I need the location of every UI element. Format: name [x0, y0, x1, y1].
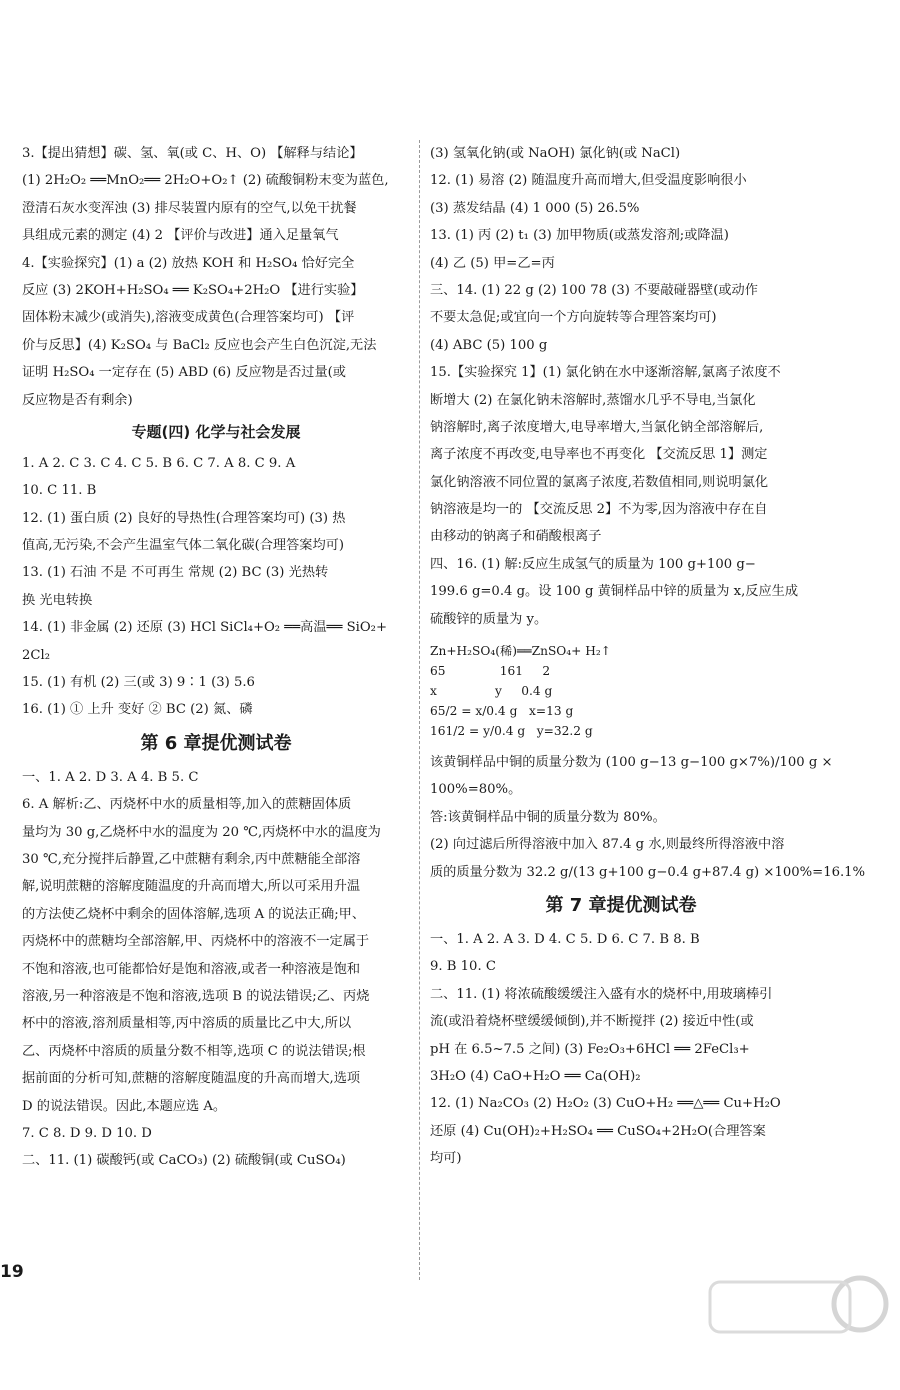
text-line: (4) ABC (5) 100 g	[430, 337, 548, 353]
text-line: 三、14. (1) 22 g (2) 100 78 (3) 不要敲碰器壁(或动作	[430, 282, 758, 298]
text-line: 溶液,另一种溶液是不饱和溶液,选项 B 的说法错误;乙、丙烧	[22, 988, 370, 1004]
text-line: Zn+H₂SO₄(稀)══ZnSO₄+ H₂↑	[430, 644, 611, 659]
right-block-3	[430, 926, 812, 1173]
text-line: 解,说明蔗糖的溶解度随温度的升高而增大,所以可采用升温	[22, 879, 361, 895]
text-line: (3) 蒸发结晶 (4) 1 000 (5) 26.5%	[430, 200, 640, 216]
text-line: (2) 向过滤后所得溶液中加入 87.4 g 水,则最终所得溶液中溶	[430, 837, 785, 853]
text-line: 证明 H₂SO₄ 一定存在 (5) ABD (6) 反应物是否过量(或	[22, 365, 346, 381]
text-line: 丙烧杯中的蔗糖均全部溶解,甲、丙烧杯中的溶液不一定属于	[22, 934, 370, 950]
text-line: D 的说法错误。因此,本题应选 A。	[22, 1098, 227, 1114]
text-line: 一、1. A 2. A 3. D 4. C 5. D 6. C 7. B 8. B	[430, 931, 700, 947]
text-line: 二、11. (1) 碳酸钙(或 CaCO₃) (2) 硫酸铜(或 CuSO₄)	[22, 1153, 346, 1169]
text-line: x y 0.4 g	[430, 684, 553, 699]
text-line: 答:该黄铜样品中铜的质量分数为 80%。	[430, 809, 666, 825]
text-line: 反应 (3) 2KOH+H₂SO₄ ══ K₂SO₄+2H₂O 【进行实验】	[22, 282, 364, 298]
text-line: 13. (1) 丙 (2) t₁ (3) 加甲物质(或蒸发溶剂;或降温)	[430, 228, 729, 244]
text-line: 的方法使乙烧杯中剩余的固体溶解,选项 A 的说法正确;甲、	[22, 906, 366, 922]
text-line: 3.【提出猜想】碳、氢、氧(或 C、H、O) 【解释与结论】	[22, 146, 363, 161]
text-line: 杯中的溶液,溶剂质量相等,丙中溶质的质量比乙中大,所以	[22, 1016, 352, 1032]
text-line: 14. (1) 非金属 (2) 还原 (3) HCl SiCl₄+O₂ ══高温══ SiO₂+	[22, 620, 388, 636]
text-line: 澄清石灰水变浑浊 (3) 排尽装置内原有的空气,以免干扰餐	[22, 200, 357, 216]
column-divider	[419, 140, 420, 1280]
text-line: 12. (1) 蛋白质 (2) 良好的导热性(合理答案均可) (3) 热	[22, 510, 346, 526]
text-line: 161/2 = y/0.4 g y=32.2 g	[430, 724, 593, 739]
text-line: 二、11. (1) 将浓硫酸缓缓注入盛有水的烧杯中,用玻璃棒引	[430, 986, 773, 1002]
text-line: 反应物是否有剩余)	[22, 392, 133, 408]
text-line: 量均为 30 g,乙烧杯中水的温度为 20 ℃,丙烧杯中水的温度为	[22, 824, 381, 840]
text-line: 四、16. (1) 解:反应生成氢气的质量为 100 g+100 g−	[430, 556, 756, 572]
page-number: 19	[0, 1262, 24, 1282]
text-line: 7. C 8. D 9. D 10. D	[22, 1125, 152, 1141]
text-line: 由移动的钠离子和硝酸根离子	[430, 529, 602, 545]
chapter6-title: 第 6 章提优测试卷	[140, 732, 292, 754]
text-line: 氯化钠溶液不同位置的氯离子浓度,若数值相同,则说明氯化	[430, 474, 769, 490]
left-block-2	[22, 450, 410, 724]
left-column	[22, 140, 410, 1175]
text-line: 10. C 11. B	[22, 483, 97, 499]
watermark-logo	[700, 1272, 890, 1382]
text-line: 199.6 g=0.4 g。设 100 g 黄铜样品中锌的质量为 x,反应生成	[430, 584, 799, 600]
text-line: (1) 2H₂O₂ ══MnO₂══ 2H₂O+O₂↑ (2) 硫酸铜粉末变为蓝色,	[22, 173, 389, 189]
text-line: 值高,无污染,不会产生温室气体二氧化碳(合理答案均可)	[22, 538, 344, 554]
right-block-1	[430, 140, 812, 633]
text-line: 15. (1) 有机 (2) 三(或 3) 9∶1 (3) 5.6	[22, 675, 255, 691]
text-line: 硫酸锌的质量为 y。	[430, 611, 548, 627]
text-line: 质的质量分数为 32.2 g/(13 g+100 g−0.4 g+87.4 g) ×100%=16.1%	[430, 864, 866, 880]
text-line: 价与反思】(4) K₂SO₄ 与 BaCl₂ 反应也会产生白色沉淀,无法	[22, 337, 377, 353]
text-line: 9. B 10. C	[430, 959, 496, 975]
text-line: 3H₂O (4) CaO+H₂O ══ Ca(OH)₂	[430, 1068, 641, 1084]
text-line: 该黄铜样品中铜的质量分数为 (100 g−13 g−100 g×7%)/100 g ×	[430, 755, 833, 771]
watermark-icon	[700, 1272, 890, 1382]
right-column	[430, 140, 866, 1173]
text-line: 16. (1) ① 上升 变好 ② BC (2) 氮、磷	[22, 702, 253, 718]
text-line: 13. (1) 石油 不是 不可再生 常规 (2) BC (3) 光热转	[22, 565, 329, 581]
text-line: 断增大 (2) 在氯化钠未溶解时,蒸馏水几乎不导电,当氯化	[430, 392, 756, 408]
text-line: 换 光电转换	[22, 592, 93, 608]
text-line: 65 161 2	[430, 664, 551, 679]
text-line: 1. A 2. C 3. C 4. C 5. B 6. C 7. A 8. C 9. A	[22, 455, 296, 471]
text-line: 固体粉末减少(或消失),溶液变成黄色(合理答案均可) 【评	[22, 310, 355, 326]
text-line: 流(或沿着烧杯壁缓缓倾倒),并不断搅拌 (2) 接近中性(或	[430, 1014, 754, 1030]
text-line: 不要太急促;或宜向一个方向旋转等合理答案均可)	[430, 310, 717, 326]
text-line: 具组成元素的测定 (4) 2 【评价与改进】通入足量氧气	[22, 228, 339, 244]
right-block-2	[430, 749, 866, 886]
text-line: 100%=80%。	[430, 782, 522, 798]
text-line: 2Cl₂	[22, 647, 50, 663]
math-block	[430, 641, 812, 741]
text-line: 12. (1) Na₂CO₃ (2) H₂O₂ (3) CuO+H₂ ══△══ Cu+H₂O	[430, 1096, 781, 1112]
text-line: 均可)	[430, 1151, 462, 1167]
text-line: 4.【实验探究】(1) a (2) 放热 KOH 和 H₂SO₄ 恰好完全	[22, 255, 355, 271]
text-line: 据前面的分析可知,蔗糖的溶解度随温度的升高而增大,选项	[22, 1071, 361, 1087]
chapter7-title: 第 7 章提优测试卷	[545, 894, 697, 916]
text-line: 15.【实验探究 1】(1) 氯化钠在水中逐渐溶解,氯离子浓度不	[430, 365, 781, 381]
text-line: pH 在 6.5~7.5 之间) (3) Fe₂O₃+6HCl ══ 2FeCl₃+	[430, 1041, 750, 1057]
text-line: 6. A 解析:乙、丙烧杯中水的质量相等,加入的蔗糖固体质	[22, 797, 352, 813]
text-line: (3) 氢氧化钠(或 NaOH) 氯化钠(或 NaCl)	[430, 146, 681, 161]
section4-title: 专题(四) 化学与社会发展	[131, 422, 301, 441]
text-line: 30 ℃,充分搅拌后静置,乙中蔗糖有剩余,丙中蔗糖能全部溶	[22, 851, 361, 867]
text-line: 钠溶解时,离子浓度增大,电导率增大,当氯化钠全部溶解后,	[430, 419, 764, 435]
text-line: 不饱和溶液,也可能都恰好是饱和溶液,或者一种溶液是饱和	[22, 961, 361, 977]
text-line: 钠溶液是均一的 【交流反思 2】不为零,因为溶液中存在自	[430, 502, 768, 518]
text-line: 12. (1) 易溶 (2) 随温度升高而增大,但受温度影响很小	[430, 173, 747, 189]
left-block-1	[22, 140, 410, 414]
left-block-3	[22, 764, 410, 1175]
text-line: (4) 乙 (5) 甲=乙=丙	[430, 255, 555, 271]
text-line: 离子浓度不再改变,电导率也不再变化 【交流反思 1】测定	[430, 447, 768, 463]
text-line: 65/2 = x/0.4 g x=13 g	[430, 704, 574, 719]
text-line: 还原 (4) Cu(OH)₂+H₂SO₄ ══ CuSO₄+2H₂O(合理答案	[430, 1123, 766, 1139]
text-line: 乙、丙烧杯中溶质的质量分数不相等,选项 C 的说法错误;根	[22, 1043, 366, 1059]
text-line: 一、1. A 2. D 3. A 4. B 5. C	[22, 769, 199, 785]
